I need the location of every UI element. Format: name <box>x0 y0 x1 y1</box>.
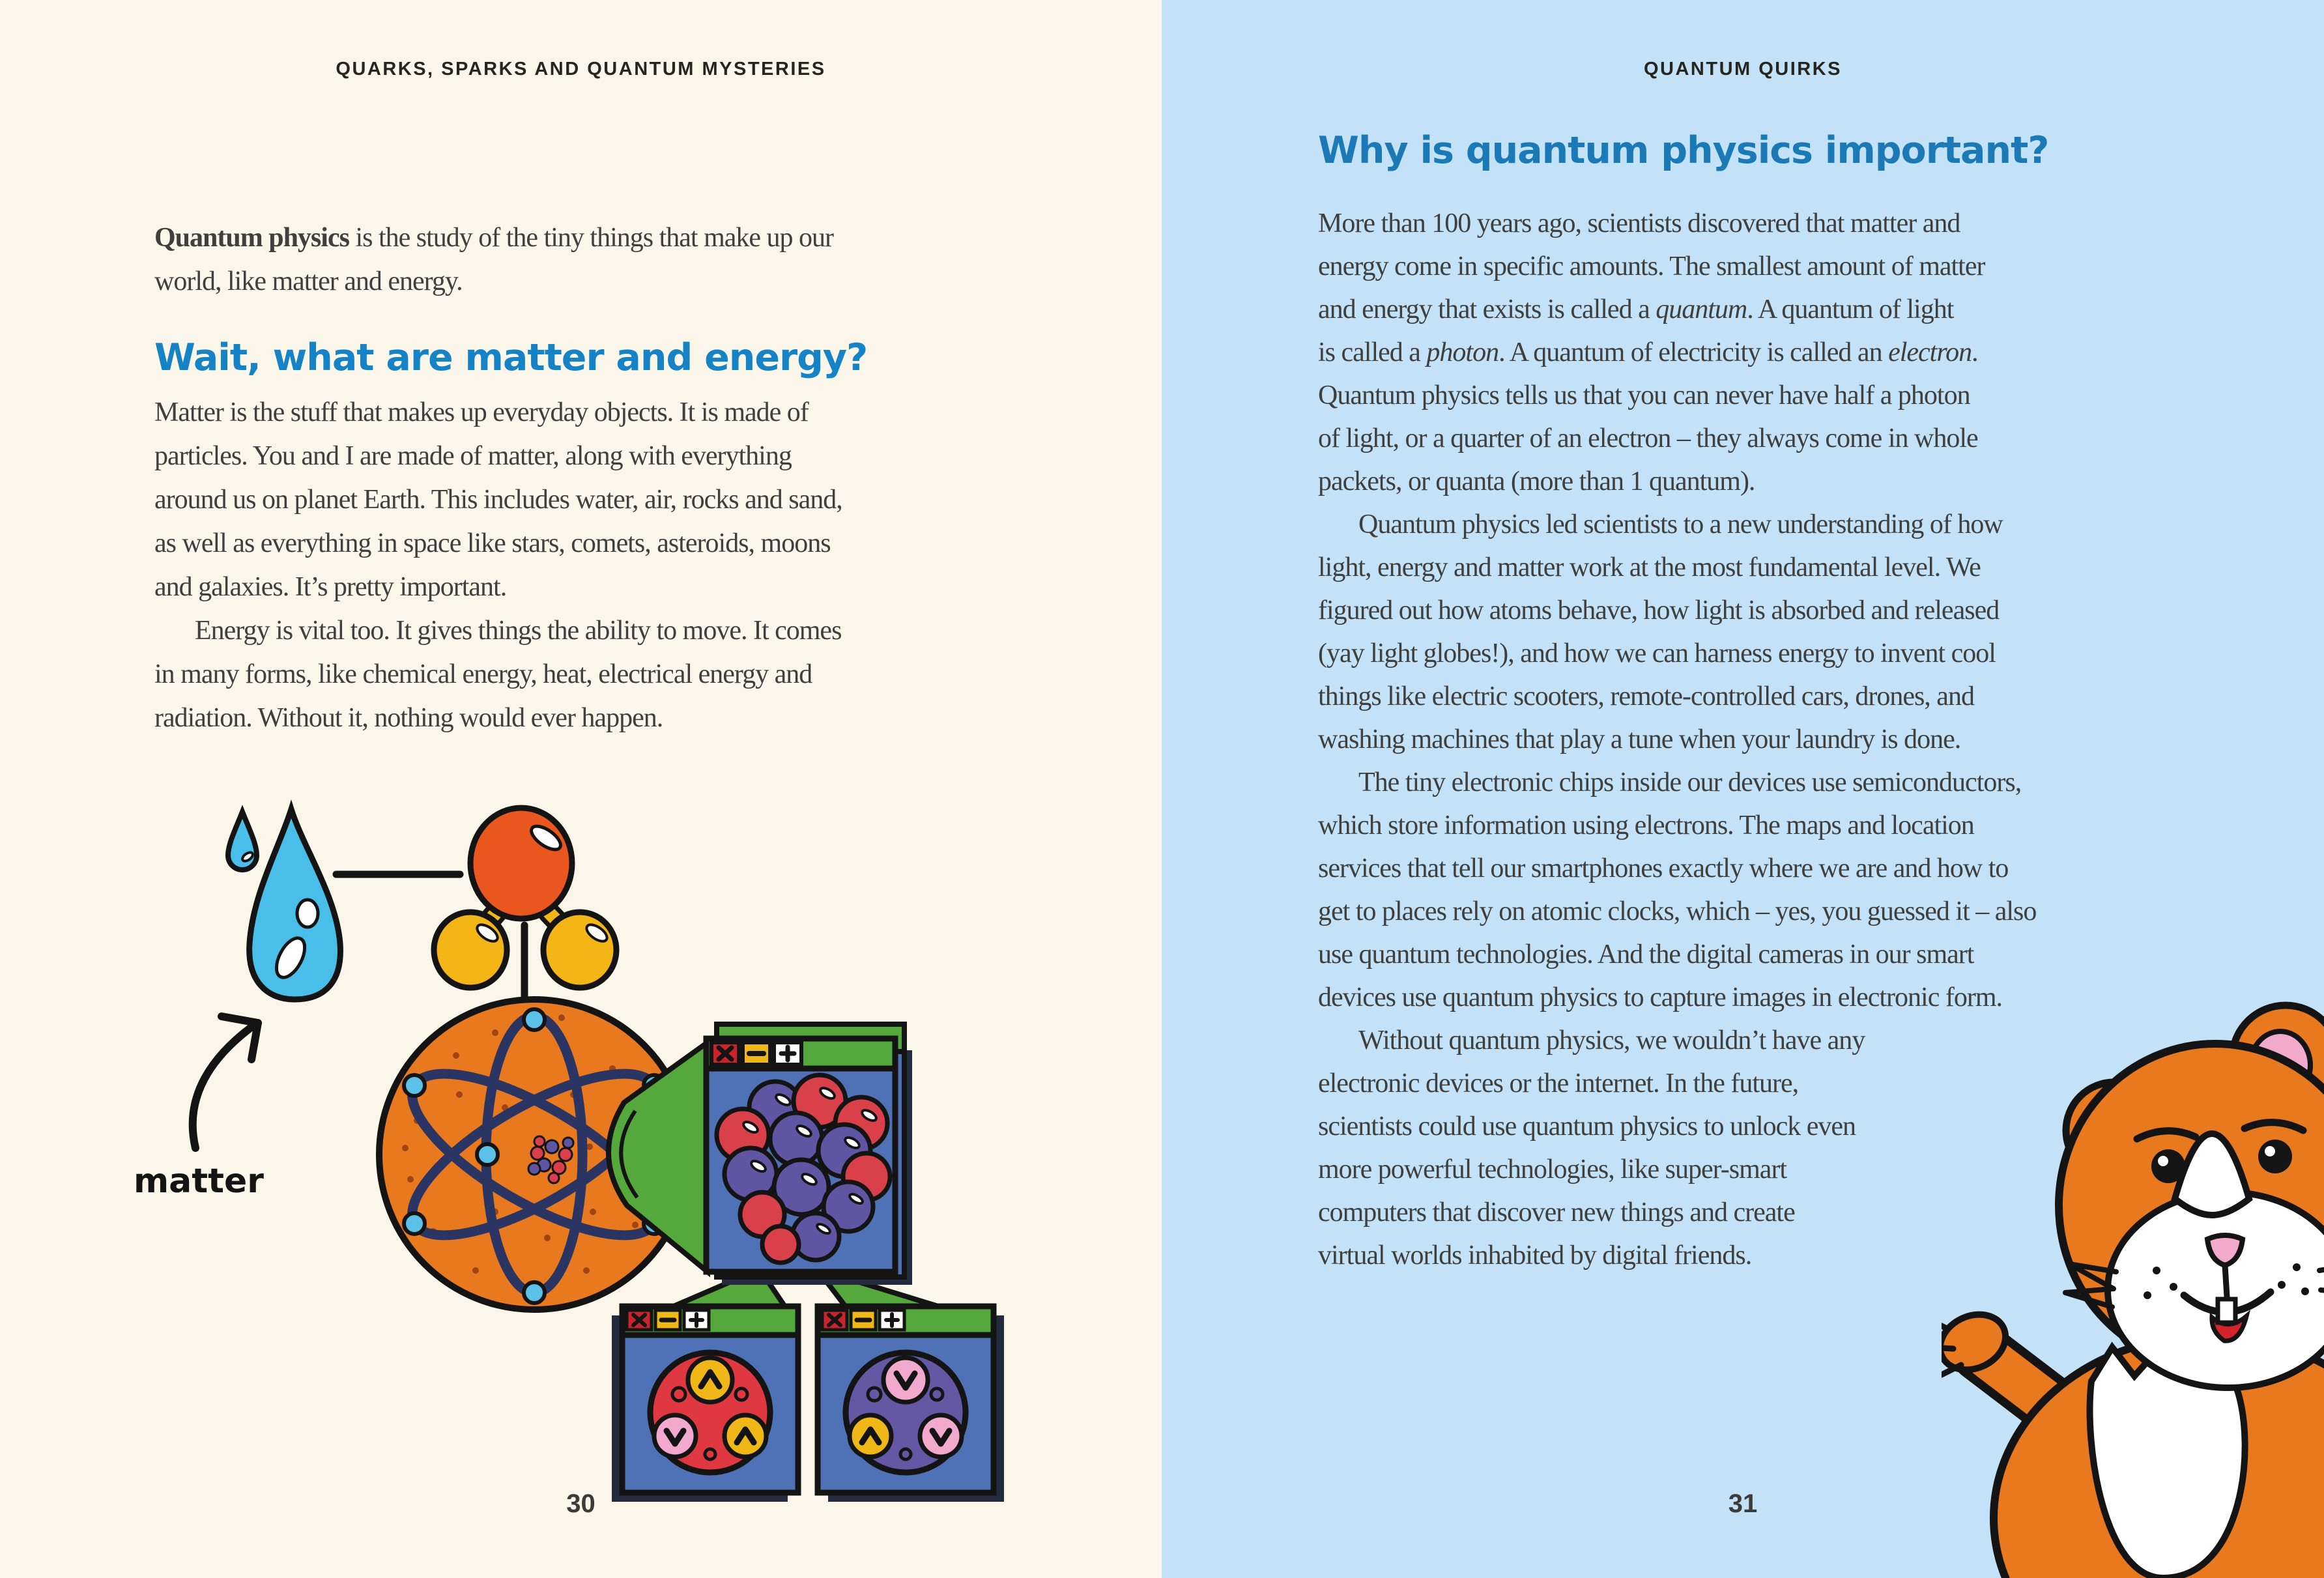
body-line: services that tell our smartphones exactly where we are and how to <box>1318 854 2009 883</box>
close-icon <box>711 1042 739 1065</box>
intro-paragraph <box>154 216 833 304</box>
body-line: light, energy and matter work at the most fundamental level. We <box>1318 552 1981 582</box>
body-line: things like electric scooters, remote-controlled cars, drones, and <box>1318 681 1974 711</box>
matter-illustration <box>91 792 1042 1521</box>
close-icon <box>627 1310 652 1330</box>
body-line: scientists could use quantum physics to unlock even <box>1318 1112 1856 1141</box>
body-line: Energy is vital too. It gives things the ability to move. It comes <box>195 616 842 646</box>
intro-line: world, like matter and energy. <box>154 266 463 296</box>
minimize-icon <box>851 1310 876 1330</box>
body-line: More than 100 years ago, scientists discovered that matter and <box>1318 208 1960 238</box>
intro-line <box>154 216 833 260</box>
body-line: and galaxies. It’s pretty important. <box>154 572 507 602</box>
body-line: get to places rely on atomic clocks, which – yes, you guessed it – also <box>1318 897 2037 926</box>
body-line: (yay light globes!), and how we can harness energy to invent cool <box>1318 638 1996 668</box>
body-line: washing machines that play a tune when your laundry is done. <box>1318 724 1961 754</box>
maximize-icon <box>880 1310 904 1330</box>
body-line: figured out how atoms behave, how light is absorbed and released <box>1318 595 2000 625</box>
section-heading-right: Why is quantum physics important? <box>1318 129 2049 172</box>
nucleus-window <box>706 1024 912 1285</box>
body-line: computers that discover new things and create <box>1318 1198 1795 1227</box>
page-number-right: 31 <box>1728 1489 1758 1518</box>
body-line: more powerful technologies, like super-smart <box>1318 1155 1787 1184</box>
body-line: particles. You and I are made of matter, along with everything <box>154 441 792 471</box>
page-number-left: 30 <box>566 1489 595 1518</box>
body-line: Quantum physics led scientists to a new understanding of how <box>1358 509 2003 539</box>
body-line: as well as everything in space like stars, comets, asteroids, moons <box>154 528 831 558</box>
neutron-window <box>818 1306 1004 1502</box>
body-line: virtual worlds inhabited by digital friends. <box>1318 1241 1752 1270</box>
small-water-droplet-illustration <box>228 812 257 870</box>
body-line: electronic devices or the internet. In the future, <box>1318 1069 1799 1098</box>
oxygen-atom-ball <box>470 808 572 919</box>
running-head-left: QUARKS, SPARKS AND QUANTUM MYSTERIES <box>336 59 826 79</box>
body-line: radiation. Without it, nothing would ever happen. <box>154 703 663 733</box>
intro-lead-bold: Quantum physics <box>154 223 349 253</box>
body-line: devices use quantum physics to capture images in electronic form. <box>1318 983 2002 1012</box>
water-droplet-illustration <box>250 809 341 999</box>
body-line: use quantum technologies. And the digital cameras in our smart <box>1318 940 1974 969</box>
minimize-icon <box>743 1042 770 1065</box>
body-line: of light, or a quarter of an electron – they always come in whole <box>1318 423 1978 453</box>
body-line: energy come in specific amounts. The smallest amount of matter <box>1318 251 1985 281</box>
body-line: Matter is the stuff that makes up everyday objects. It is made of <box>154 397 809 427</box>
matter-arrow <box>193 1016 258 1148</box>
matter-label: matter <box>134 1162 264 1201</box>
maximize-icon <box>684 1310 709 1330</box>
body-line: packets, or quanta (more than 1 quantum). <box>1318 466 1755 496</box>
maximize-icon <box>774 1042 801 1065</box>
right-body-text <box>1318 202 2036 1277</box>
intro-lead-rest: is the study of the tiny things that make up our <box>349 223 834 253</box>
hydrogen-atom-ball <box>434 912 507 988</box>
left-body-text <box>154 391 842 740</box>
body-line: Without quantum physics, we wouldn’t have any <box>1358 1026 1865 1055</box>
running-head-right: QUANTUM QUIRKS <box>1643 59 1843 79</box>
body-line: is called a photon. A quantum of electricity is called an electron. <box>1318 337 1978 367</box>
minimize-icon <box>655 1310 680 1330</box>
body-line: around us on planet Earth. This includes water, air, rocks and sand, <box>154 485 842 515</box>
body-line: which store information using electrons. The maps and location <box>1318 811 1974 840</box>
body-line: and energy that exists is called a quantum. A quantum of light <box>1318 294 1954 324</box>
proton-window <box>612 1306 798 1502</box>
body-line: in many forms, like chemical energy, heat, electrical energy and <box>154 659 812 689</box>
section-heading-left: Wait, what are matter and energy? <box>154 336 868 379</box>
body-line: The tiny electronic chips inside our devices use semiconductors, <box>1358 767 2022 797</box>
body-line: Quantum physics tells us that you can never have half a photon <box>1318 380 1970 410</box>
close-icon <box>822 1310 847 1330</box>
hydrogen-atom-ball <box>543 912 616 988</box>
page-right <box>1162 0 2324 1578</box>
